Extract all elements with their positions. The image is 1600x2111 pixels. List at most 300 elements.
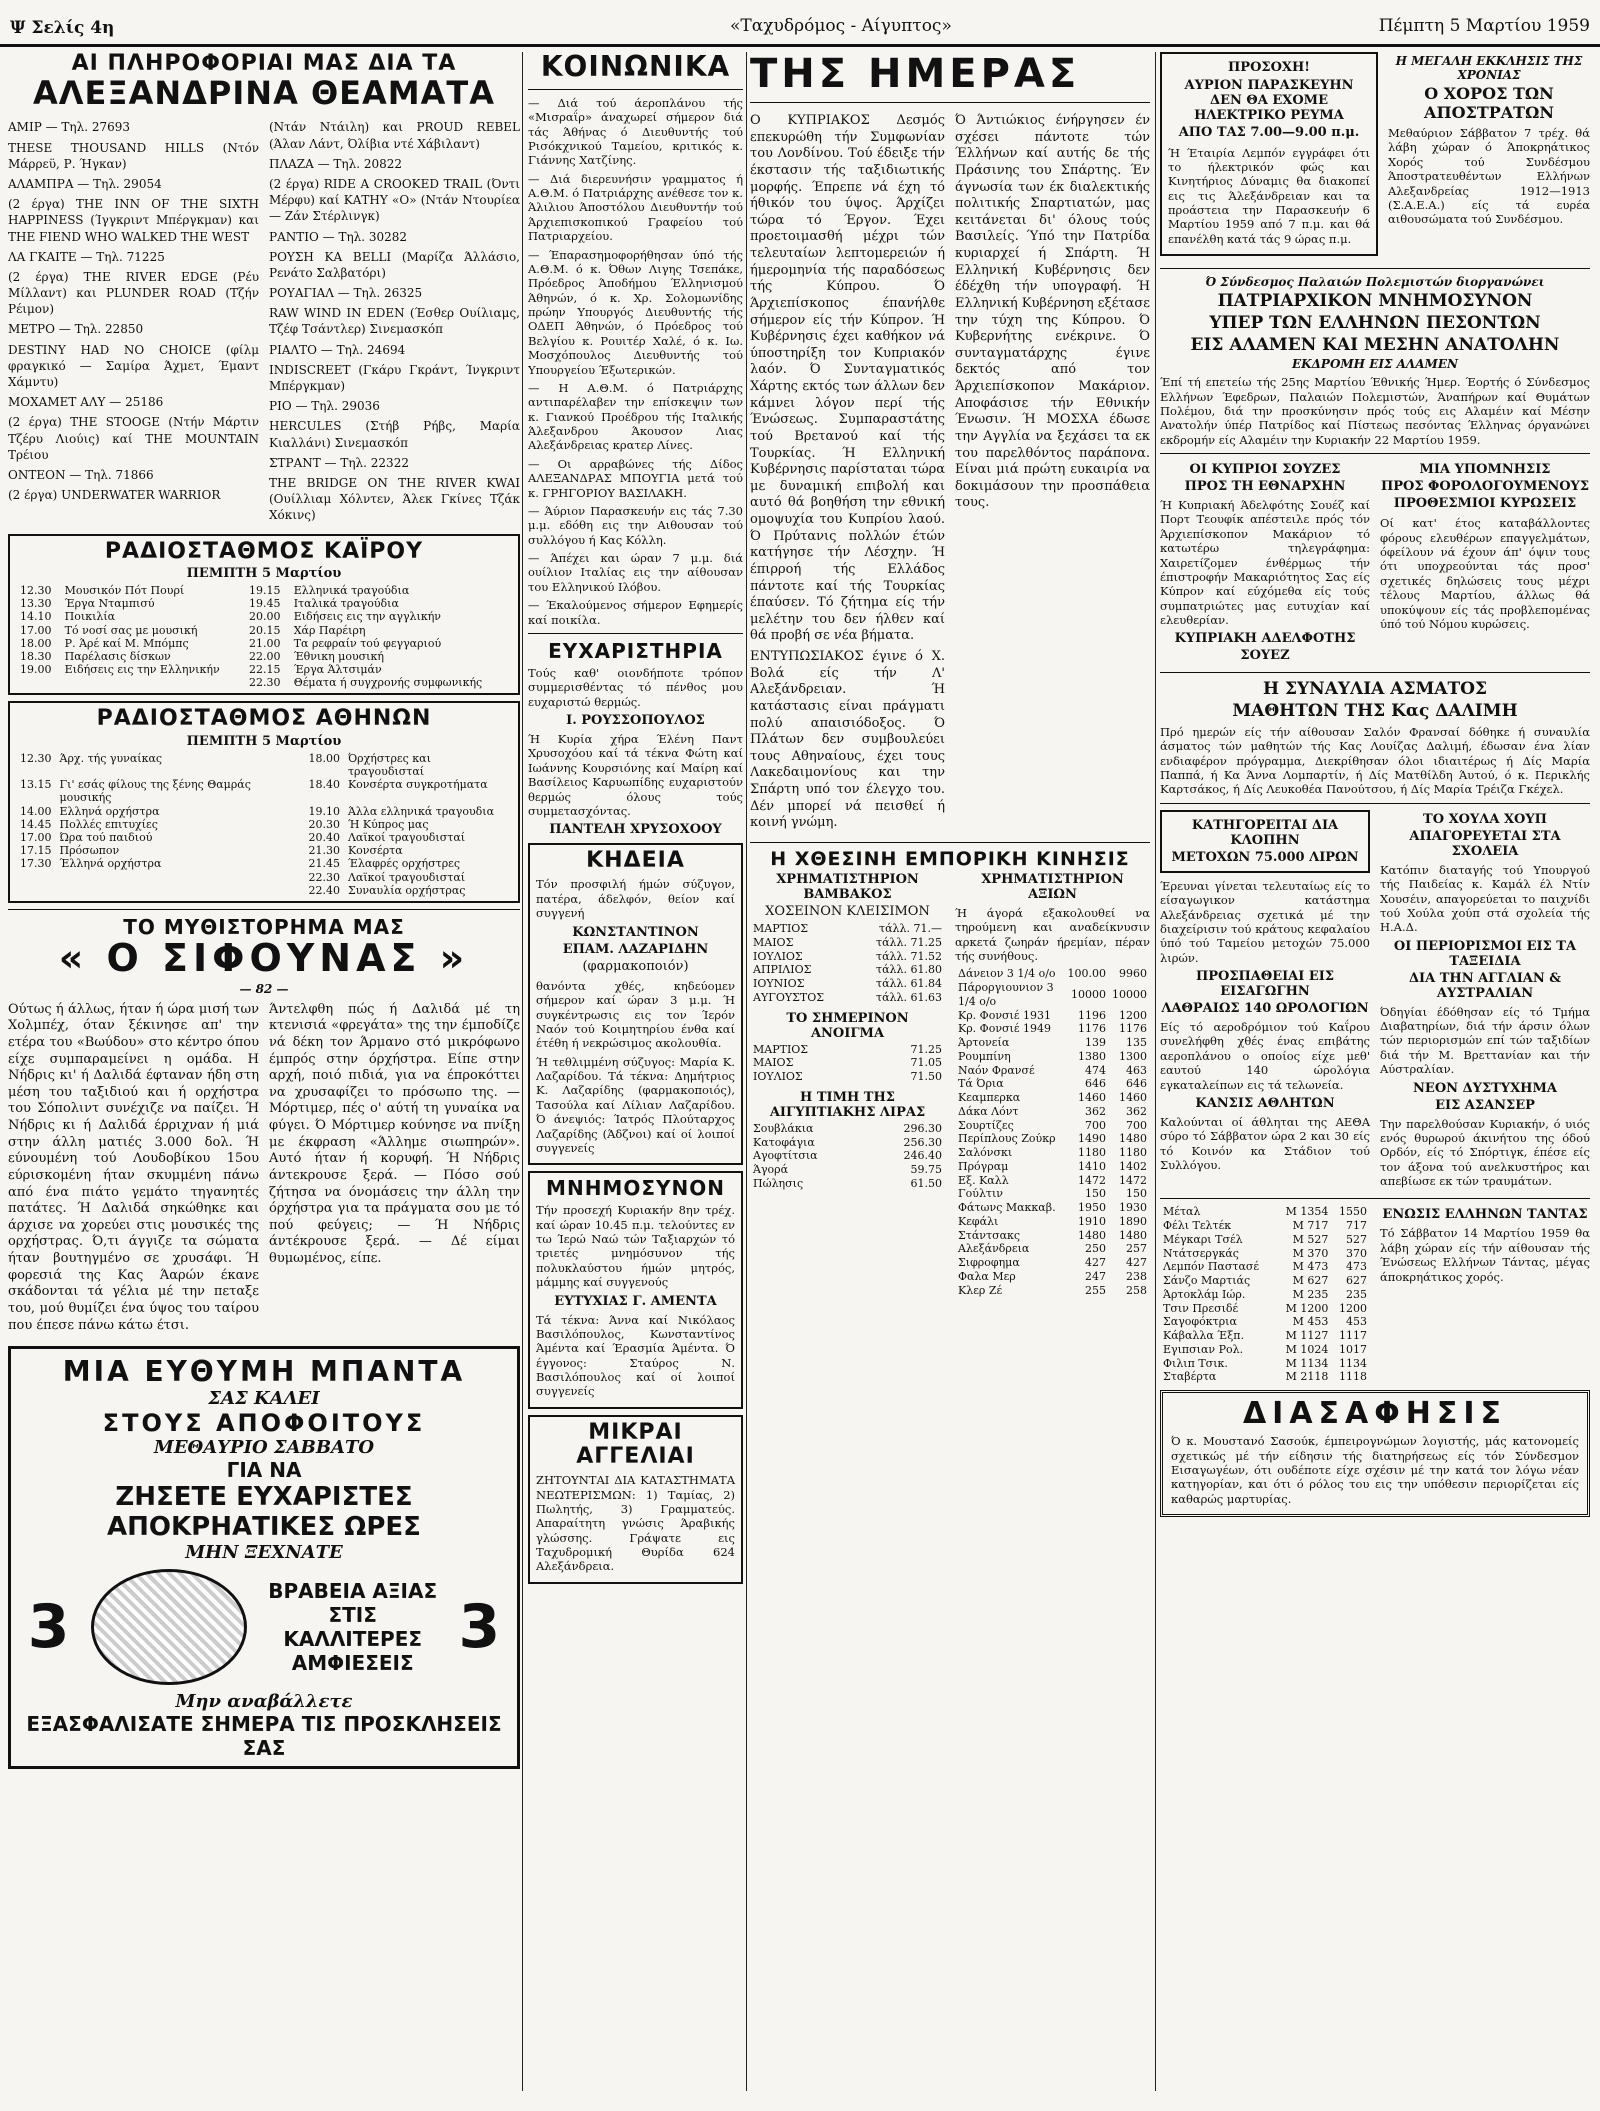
ad-live: ΖΗΣΕΤΕ ΕΥΧΑΡΙΣΤΕΣ: [115, 1482, 413, 1513]
ad-prize-count-left: 3: [27, 1592, 70, 1663]
table-cell: [16, 871, 56, 884]
table-cell: Ντάτσεργκάς: [1163, 1246, 1239, 1260]
memorial-name: ΕΥΤΥΧΙΑΣ Γ. ΑΜΕΝΤΑ: [554, 1293, 717, 1309]
cinema-listing: RAW WIND IN EDEN (Έσθερ Ουίλιαμς, Τζέφ Τσάντλερ) Σινεμασκόπ: [269, 306, 520, 337]
table-cell: Γούλτιν: [958, 1187, 1003, 1201]
price-row: [1160, 1370, 1370, 1384]
table-cell: 296.30: [903, 1121, 942, 1135]
table-cell: Τσιν Πρεσιδέ: [1163, 1301, 1239, 1315]
table-cell: 135: [1126, 1036, 1147, 1050]
price-row: [955, 1105, 1150, 1119]
radio-cairo-heading: ΡΑΔΙΟΣΤΑΘΜΟΣ ΚΑΪΡΟΥ: [104, 538, 424, 564]
table-cell: 150: [1126, 1187, 1147, 1201]
travel-heading-1: ΟΙ ΠΕΡΙΟΡΙΣΜΟΙ ΕΙΣ ΤΑ ΤΑΞΕΙΔΙΑ: [1393, 938, 1577, 969]
table-cell: Σαγοφόκτρια: [1163, 1315, 1237, 1329]
table-cell: Φέλι Τελτέκ: [1163, 1219, 1232, 1233]
stocks-heading: ΧΡΗΜΑΤΙΣΤΗΡΙΟΝ ΑΞΙΩΝ: [981, 871, 1124, 902]
table-cell: Κονσέρτα συγκροτήματα: [347, 778, 488, 792]
table-cell: Ελληνά ορχήστρα: [59, 804, 160, 818]
ad-footer-line1: Μην αναβάλλετε: [175, 1691, 353, 1713]
table-cell: 1410: [1078, 1159, 1106, 1173]
table-cell: Παρέλασις δίσκων: [64, 649, 171, 663]
table-cell: Άλλα ελληνικά τραγουδια: [347, 804, 495, 818]
table-cell: 22.30: [249, 676, 281, 690]
price-row: [750, 991, 945, 1005]
funeral-name1: ΚΩΝΣΤΑΝΤΙΝΟΝ: [572, 924, 699, 940]
table-cell: Μέγκαρι Τσέλ: [1163, 1232, 1243, 1246]
table-cell: 453: [1346, 1315, 1367, 1329]
table-cell: Ναόν Φρανσέ: [958, 1063, 1035, 1077]
price-row: [955, 1091, 1150, 1105]
table-cell: [56, 884, 305, 897]
table-cell: Θέματα ή συγχρονής συμφωνικής: [293, 676, 483, 690]
table-cell: 256.30: [903, 1135, 942, 1149]
price-row: [955, 981, 1150, 1009]
cinema-list-right: [269, 115, 520, 527]
table-cell: 473: [1346, 1260, 1367, 1274]
table-cell: [16, 676, 61, 689]
table-cell: 18.00: [20, 636, 52, 650]
price-row: [955, 1064, 1150, 1078]
price-row: [955, 1174, 1150, 1188]
table-cell: Περίπλους Ζούκρ: [958, 1132, 1056, 1146]
table-cell: Μ 1127: [1285, 1329, 1329, 1343]
radio-athens-box: [8, 701, 520, 903]
price-row: [750, 1149, 945, 1163]
table-cell: 1950: [1078, 1201, 1106, 1215]
table-cell: τάλλ. 61.63: [876, 990, 942, 1004]
memorial-family: Τά τέκνα: Άννα καί Νικόλαος Βασιλόπουλος, Κωνσταντίνος Άμέντα καί Έρασμία Άμέντα. Ό έγγονος: Σταύρος Ν. Βασιλόπουλος καί οί λοιποί συγγενείς: [536, 1312, 735, 1399]
table-cell: τάλλ. 61.84: [876, 977, 942, 991]
classifieds-box: [528, 1415, 743, 1584]
funeral-intro: Τόν προσφιλή ήμών σύζυγον, πατέρα, άδελφόν, θείον καί συγγενή: [536, 877, 735, 921]
cinema-listing: (2 έργα) THE STOOGE (Ντήν Μάρτιν Τζέρυ Λιούις) καί THE MOUNTAIN Τρέιου: [8, 415, 259, 462]
table-cell: Πώλησις: [753, 1176, 804, 1190]
hula-heading-1: ΤΟ ΧΟΥΛΑ ΧΟΥΠ: [1423, 811, 1547, 827]
table-cell: 9960: [1119, 967, 1147, 981]
section-rule: [1160, 672, 1590, 673]
table-cell: 19.00: [20, 663, 52, 677]
cinema-listing: ΠΛΑΖΑ — Τηλ. 20822: [269, 156, 403, 171]
classifieds-heading: ΜΙΚΡΑΙ ΑΓΓΕΛΙΑΙ: [576, 1419, 695, 1470]
table-cell: Ή Κύπρος μας: [347, 817, 429, 831]
tax-text: Οί κατ' έτος καταβάλλοντες φόρους ελευθέρων επαγγελμάτων, όφείλουν νά έχουν άπ' όψιν τους ότι υποχρεούνται τάς προσ' σχετικές δηλώσεις τους μέχρι τέλους Μαρτίου, άλλως θά υποκύψουν είς τάς προβλεπομένας ύπό τού Νόμου κυρώσεις.: [1380, 516, 1590, 631]
cinema-listing: ΛΑ ΓΚΑΙΤΕ — Τηλ. 71225: [8, 249, 165, 264]
schedule-row: [16, 857, 512, 870]
price-row: [750, 1070, 945, 1084]
price-row: [955, 1256, 1150, 1270]
ad-prize-count-right: 3: [458, 1592, 501, 1663]
table-cell: 1117: [1339, 1329, 1367, 1343]
table-cell: Σταβέρτα: [1163, 1370, 1217, 1384]
price-row: [1160, 1357, 1370, 1371]
table-cell: Κλερ Ζέ: [958, 1283, 1003, 1297]
table-cell: 1480: [1119, 1228, 1147, 1242]
table-cell: 1118: [1339, 1370, 1367, 1384]
table-cell: 20.30: [308, 817, 340, 831]
memorial-heading-3: ΕΙΣ ΑΛΑΜΕΝ ΚΑΙ ΜΕΣΗΝ ΑΝΑΤΟΛΗΝ: [1190, 335, 1560, 356]
price-row: [750, 977, 945, 991]
radio-cairo-box: [8, 534, 520, 696]
table-cell: ΙΟΥΛΙΟΣ: [753, 1070, 803, 1084]
table-cell: 646: [1085, 1077, 1106, 1091]
theft-heading-2: ΜΕΤΟΧΩΝ 75.000 ΛΙΡΩΝ: [1171, 849, 1359, 865]
table-cell: 463: [1126, 1063, 1147, 1077]
table-cell: 362: [1085, 1104, 1106, 1118]
column-divider: [746, 52, 747, 2091]
classifieds-text: ΖΗΤΟΥΝΤΑΙ ΔΙΑ ΚΑΤΑΣΤΗΜΑΤΑ ΝΕΩΤΕΡΙΣΜΩΝ: 1) Ταμίας, 2) Πωλητής, 3) Γραμματεύς. Απαραίτητη γνώσις Άραβικής γλώσσης. Γράψατε εις Ταχυδρομική Θυρίδα 624 Αλεξάνδρεια.: [536, 1473, 735, 1574]
novel-text-left: Ούτως ή άλλως, ήταν ή ώρα μισή των Χολμπέχ, όταν ξέκινησε απ' την ετέρα του «Βωύδου» στο κέντρο όπου είχε συμπαραμείνει η ομάδα. Η Νήδρις κι' ή Δαλιδά έφταναν ήδη στη μέση του ταξιδιού και ή ορχήστρα του Σόπολιντ συνέχιζε να παίζει. Ή Νήδρις κι ή Δαλιδά έρριχναν ή μιά στην άλλη ματιές 3.000 δολ. Ή εύνουμένη τού Λουδοβίκου 15ου εύρισκομένη ήταν σκυμμένη πάνω από ένα πιάτο γεμάτο τηγανητές πατάτες. Ή Δαλιδά σηκώθηκε και άρχισε να χορεύει στις μουσικές της ορχήστρας. Ό,τι άγγιζε τα σώματα ήταν βουτηγμένο σε χρυσάφι. Ή φορεσιά της Κας Άαρών έκανε σκάδονται τά γέλια μέ την πεταξε του, μού θυμίζει ένα ύψος του ταίρου που έπεσε πάνω κάτω έτσι.: [8, 1001, 259, 1333]
table-cell: 18.30: [20, 649, 52, 663]
cinema-listing: ΟΝΤΕΟΝ — Τηλ. 71866: [8, 467, 154, 482]
of-the-day-right: Ό Άντιώκιος ένήργησεν έν σχέσει πάντοτε τών Έλλήνων καί αυτής δε τής Πράσινης του Σπάρτης. Έν άγνωσία των έκ διαλεκτικής πολιτικής Σπαρτιατών, μας κειτάνεται δι' όλους τούς Βασιλείς. Ύπό την Πατρίδα κυριαρχεί ή Σπάρτη. Ή Ελληνική Κυβέρνησις δεν έδέχθη τήν υπογραφή. Ή Ελληνική Κυβέρνηση εξέτασε την τύχη της Κύπρου. Ό Κυβερνήτης ενέκρινε. Ό συνταγματάρχης έγινε δεκτός από τον Άρχιεπίσκοπον Μακάριον. Αποφάσισε τήν Εθνικήν Ένωσιν. Ή ΜΟΣΧΑ έδωσε την Αγγλία να ξεχάσει τα εκ του παρελθόντος παράπονα. Είναι μιά πρώτη ευκαιρία να δοκιμάσουν την προσπάθεια τους.: [955, 113, 1150, 511]
cinema-listing: ΡΟΥΣΗ ΚΑ ΒΕLLI (Μαρίζα Άλλάσιο, Ρενάτο Σαλβατόρι): [269, 249, 520, 280]
memorial-subheading: ΕΚΔΡΟΜΗ ΕΙΣ ΑΛΑΜΕΝ: [1292, 357, 1458, 372]
memorial-heading: ΜΝΗΜΟΣΥΝΟΝ: [546, 1176, 725, 1201]
cinema-listing: INDISCREET (Γκάρυ Γκράντ, Ίνγκριντ Μπέργκμαν): [269, 362, 520, 393]
table-cell: 1200: [1339, 1301, 1367, 1315]
business-heading: Η ΧΘΕΣΙΝΗ ΕΜΠΟΡΙΚΗ ΚΙΝΗΣΙΣ: [770, 847, 1130, 870]
notice-heading: ΑΥΡΙΟΝ ΠΑΡΑΣΚΕΥΗΝ ΔΕΝ ΘΑ ΕΧΟΜΕ ΗΛΕΚΤΡΙΚΟ ΡΕΥΜΑ: [1184, 78, 1354, 124]
social-heading: ΚΟΙΝΩΝΙΚΑ: [540, 52, 731, 83]
radio-athens-schedule: [16, 752, 512, 897]
section-rule: [1160, 268, 1590, 269]
cinema-listing: THESE THOUSAND HILLS (Ντόν Μάρρεϋ, Ρ. Ήγκαν): [8, 140, 259, 171]
table-cell: Μ 1200: [1285, 1301, 1329, 1315]
masthead-rule: [0, 44, 1600, 47]
choir-text: Πρό ημερών είς τήν αίθουσαν Σαλόν Φρανσαί δόθηκε ή συναυλία άσματος τών μαθητών τής Κας Λουίζας Δαλιμή, έδωσαν ένα λίαν ενδιαφέρον πρόγραμμα, Διεκρίθησαν όλοι ιδιαιτέρως ή Δίς Μαρία Παππά, ή Κα Άννα Λομπαρτίν, ή Δίς Ματθίλδη Άυτού, ό κ. Περικλής Καρτσάκος, ή Δίς Λευκοθέα Πανούτσου, ή Δίς Μαρία Τρέιζα Γκέχελ.: [1160, 724, 1590, 797]
table-cell: 59.75: [910, 1163, 942, 1177]
table-cell: 1460: [1078, 1091, 1106, 1105]
church-heading: Ο ΧΟΡΟΣ ΤΩΝ ΑΠΟΣΤΡΑΤΩΝ: [1424, 84, 1554, 122]
table-cell: ΑΥΓΟΥΣΤΟΣ: [753, 990, 825, 1004]
price-row: [955, 1132, 1150, 1146]
price-row: [750, 1043, 945, 1057]
cyprus-signature: ΚΥΠΡΙΑΚΗ ΑΔΕΛΦΟΤΗΣ ΣΟΥΕΖ: [1174, 631, 1356, 663]
cyprus-heading-2: ΠΡΟΣ ΤΗ ΕΘΝΑΡΧΗΝ: [1184, 479, 1346, 494]
table-cell: Ρ. Άρέ καί Μ. Μπόμπς: [64, 636, 189, 650]
price-row: [1160, 1219, 1370, 1233]
schedule-row: [16, 884, 512, 897]
table-cell: 250: [1085, 1242, 1106, 1256]
table-cell: Ελληνικά τραγούδια: [293, 583, 410, 597]
cinema-listing: (2 έργα) THE RIVER EDGE (Ρέυ Μίλλαντ) και PLUNDER ROAD (Τζήν Ρέιμον): [8, 269, 259, 317]
column-divider: [1155, 52, 1156, 2091]
table-cell: ΑΠΡΙΛΙΟΣ: [753, 963, 812, 977]
cinema-listing: (2 έργα) RIDE A CROOKED TRAIL (Όντι Μέρφυ) καί ΚΑΤΗΥ «Ο» (Ντάν Ντουρίεα — Ζάν Στέρλινγκ): [269, 176, 520, 224]
accident-heading-1: ΝΕΟΝ ΔΥΣΤΥΧΗΜΑ: [1413, 1080, 1557, 1096]
table-cell: 1017: [1339, 1342, 1367, 1356]
accident-text: Την παρελθούσαν Κυριακήν, ό υιός ενός θυρωρού άκινήτου της όδού Ορδόν, είς τό Σπόρτιγκ, έπέσε είς τον άξονα τού ανελκυστήρος και απεβίωσε εκ τών τραυμάτων.: [1380, 1116, 1590, 1188]
social-item: — Διά τού άεροπλάνου τής «Μισραΐρ» άναχωρεί σήμερον διά τάς Άθήνας ό Διευθυντής τού Ρισόκχνικού Ταμείου, κριτικός κ. Γιάννης Χατζίνης.: [528, 95, 743, 168]
schedule-row: [16, 584, 512, 597]
schedule-row: [16, 663, 512, 676]
ad-prize-line4: ΑΜΦΙΕΣΕΙΣ: [291, 1651, 414, 1676]
table-cell: 100.00: [1067, 967, 1106, 981]
memorial-box: [528, 1171, 743, 1409]
section-rule: [750, 842, 1150, 843]
table-cell: Μ 453: [1292, 1315, 1329, 1329]
table-cell: 1460: [1119, 1091, 1147, 1105]
thanks-text: Τούς καθ' οιονδήποτε τρόπον συμμερισθέντας τό πένθος μου ευχαριστώ θερμώς.: [528, 665, 743, 709]
table-cell: Άρτονεία: [958, 1036, 1010, 1050]
price-row: [955, 1201, 1150, 1215]
table-cell: Μ 2118: [1285, 1370, 1329, 1384]
table-cell: Κονσέρτα: [347, 844, 403, 858]
page-number: Ψ Σελίς 4η: [10, 18, 115, 38]
novel-part: — 82 —: [239, 981, 289, 996]
table-cell: Μ 627: [1292, 1274, 1329, 1288]
social-item: — Οι αρραβώνες τής Δίδος ΑΛΕΞΑΝΔΡΑΣ ΜΠΟΥΓΙΑ μετά τού κ. ΓΡΗΓΟΡΙΟΥ ΒΑΣΙΛΑΚΗ.: [528, 456, 743, 500]
section-rule: [528, 633, 743, 634]
table-cell: Έργα Νταμπισύ: [64, 597, 155, 611]
share-prices-table: [1160, 1205, 1370, 1384]
table-cell: 13.30: [20, 597, 52, 611]
travel-heading-2: ΔΙΑ ΤΗΝ ΑΓΓΛΙΑΝ & ΑΥΣΤΡΑΛΙΑΝ: [1408, 970, 1562, 1001]
table-cell: 627: [1346, 1274, 1367, 1288]
price-row: [955, 1229, 1150, 1243]
table-cell: 71.05: [910, 1056, 942, 1070]
section-rule: [8, 909, 520, 910]
table-cell: Κατοφάγια: [753, 1135, 815, 1149]
table-cell: ΜΑΙΟΣ: [753, 1056, 794, 1070]
social-item: — Διά διερευνήσιν γραμματος ή Α.Θ.Μ. ό Πατριάρχης ανέθεσε τον κ. Άλιλιου Άποστόλου Διευθυντήν τού Άρχιεπισκοπικού Γραφείου τού Πατριαρχείου.: [528, 171, 743, 244]
table-cell: 700: [1085, 1118, 1106, 1132]
novel-text: [8, 998, 520, 1339]
table-cell: Έργα Άλτσιμάν: [293, 663, 382, 677]
table-cell: 17.30: [20, 857, 52, 871]
notice-hours: ΑΠΟ ΤΑΣ 7.00—9.00 π.μ.: [1178, 125, 1360, 141]
table-cell: [56, 871, 305, 884]
cinema-listing: ΜΟΧΑΜΕΤ ΑΛΥ — 25186: [8, 395, 164, 410]
church-text: Μεθαύριον Σάββατον 7 τρέχ. θά λάβη χώραν ό Άποκρηάτικος Χορός τού Συνδέσμου Άποστρατευθέντων Ελλήνων Αλεξανδρείας 1912—1913 (Σ.Α.Ε.Α.) είς τά ευρέα αιθουσώματα τού Συνδέσμου.: [1388, 126, 1590, 227]
table-cell: Μ 1354: [1285, 1205, 1329, 1219]
table-cell: 17.00: [20, 831, 52, 844]
price-row: [750, 1122, 945, 1136]
cotton-subheading: ΧΟΣΕΙΝΟΝ ΚΛΕΙΣΙΜΟΝ: [765, 903, 930, 919]
cinema-listing: ΡΟΥΑΓΙΑΛ — Τηλ. 26325: [269, 286, 423, 301]
price-row: [750, 1136, 945, 1150]
tax-subheading: ΠΡΟΘΕΣΜΙΟΙ ΚΥΡΩΣΕΙΣ: [1393, 496, 1577, 511]
table-cell: 22.15: [249, 663, 281, 677]
table-cell: Αγοφτίτσια: [753, 1149, 818, 1163]
table-cell: 20.00: [249, 610, 281, 624]
thanks2-signature: ΠΑΝΤΕΛΗ ΧΡΥΣΟΧΟΟΥ: [549, 822, 722, 838]
table-cell: [61, 676, 245, 689]
table-cell: Σαλόνσκι: [958, 1146, 1013, 1160]
table-cell: Μ 1134: [1285, 1356, 1329, 1370]
price-row: [1160, 1302, 1370, 1316]
table-cell: 61.50: [910, 1176, 942, 1190]
price-row: [1160, 1205, 1370, 1219]
table-cell: Ειδήσεις εις την Ελληνικήν: [64, 663, 220, 677]
table-cell: 18.00: [308, 751, 340, 765]
table-cell: τάλλ. 61.80: [876, 963, 942, 977]
table-cell: 1490: [1078, 1132, 1106, 1146]
price-row: [1160, 1247, 1370, 1261]
table-cell: 21.30: [308, 844, 340, 858]
table-cell: 14.00: [20, 804, 52, 818]
price-row: [955, 1119, 1150, 1133]
cinema-listing: ΡΑΝΤΙΟ — Τηλ. 30282: [269, 229, 408, 244]
travel-text: Όδηγίαι έδόθησαν είς τό Τμήμα Διαβατηρίων, διά τήν άρσιν όλων τών περιορισμών επί τών ταξιδίων διά τήν Μ. Βρεττανίαν και τήν Αύστραλίαν.: [1380, 1004, 1590, 1077]
table-cell: τάλλ. 71.—: [879, 922, 942, 936]
table-cell: Μ 717: [1292, 1219, 1329, 1233]
price-row: [955, 1160, 1150, 1174]
social-item: — Έκαλούμενος σήμερον Εφημερίς καί ποικίλα.: [528, 598, 743, 627]
funeral-box: [528, 843, 743, 1165]
table-cell: Κεαμπερκα: [958, 1091, 1021, 1105]
schedule-row: [16, 818, 512, 831]
price-row: [750, 922, 945, 936]
table-cell: 700: [1126, 1118, 1147, 1132]
table-cell: Ιταλικά τραγούδια: [293, 597, 399, 611]
clarification-box: [1160, 1390, 1590, 1517]
price-row: [955, 967, 1150, 981]
table-cell: Πρόγραμ: [958, 1159, 1009, 1173]
table-cell: 474: [1085, 1063, 1106, 1077]
table-cell: 1300: [1119, 1049, 1147, 1063]
price-row: [955, 1077, 1150, 1091]
price-row: [750, 1177, 945, 1191]
schedule-row: [16, 624, 512, 637]
schedule-row: [16, 676, 512, 689]
table-cell: Άγορά: [753, 1163, 789, 1177]
price-row: [955, 1187, 1150, 1201]
table-cell: 370: [1346, 1246, 1367, 1260]
drum-icon: [91, 1569, 247, 1685]
smuggling-heading-1: ΠΡΟΣΠΑΘΕΙΑΙ ΕΙΣ ΕΙΣΑΓΩΓΗΝ: [1195, 969, 1335, 999]
price-row: [750, 1056, 945, 1070]
table-cell: 1480: [1078, 1228, 1106, 1242]
price-row: [750, 936, 945, 950]
price-row: [955, 1022, 1150, 1036]
masthead: [0, 8, 1600, 36]
column-entertainment: [8, 52, 520, 2091]
funeral-profession: (φαρμακοποιόν): [582, 958, 689, 974]
table-cell: Έθνικη μουσική: [293, 649, 384, 663]
price-row: [955, 1284, 1150, 1298]
column-news: [1160, 52, 1590, 2091]
schedule-row: [16, 597, 512, 610]
table-cell: Κάβαλλα Έξπ.: [1163, 1329, 1244, 1343]
table-cell: 13.15: [20, 778, 52, 792]
schedule-row: [16, 650, 512, 663]
hula-heading-2: ΑΠΑΓΟΡΕΥΕΤΑΙ ΣΤΑ ΣΧΟΛΕΙΑ: [1409, 828, 1561, 859]
table-cell: Σιφροφημα: [958, 1256, 1020, 1270]
bottom-news: [1160, 1205, 1590, 1384]
cinema-listing: ΡΙΑΛΤΟ — Τηλ. 24694: [269, 342, 406, 357]
ad-invite: ΣΑΣ ΚΑΛΕΙ: [208, 1388, 320, 1410]
notice-text: Ή Έταιρία Λεμπόν εγγράφει ότι το ήλεκτρικόν φώς και Κινητήριος Δύναμις θα διακοπεί εις τις Άλεξάνδρειαν και τα προάστεια την Παρασκευήν 6 Μαρτίου 1959 από 7 π.μ. και θά επανέλθη κατά τάς 9 ώρας π.μ.: [1168, 145, 1370, 246]
choir-heading-1: Η ΣΥΝΑΥΛΙΑ ΑΣΜΑΤΟΣ: [1263, 678, 1487, 699]
table-cell: Λεμπόν Παστασέ: [1163, 1260, 1260, 1274]
table-cell: Σουβλάκια: [753, 1121, 814, 1135]
schedule-row: [16, 610, 512, 623]
section-rule: [1160, 1198, 1590, 1199]
table-cell: 12.30: [20, 583, 52, 597]
table-cell: Ρουμπίνη: [958, 1049, 1011, 1063]
table-cell: 10000: [1071, 987, 1106, 1001]
alamein-text: Έπί τή επετείω τής 25ης Μαρτίου Έθνικής Ήμερ. Έορτής ό Σύνδεσμος Ελλήνων Έφεδρων, Παλαιών Πολεμιστών, Άναπήρων καί Θυμάτων Πολέμου, διά την προσκύνησιν πρός τούς εις Αλαμέιν καί Μέσην Ανατολήν ύπέρ Πατρίδος καί Πίστεως πεσόντας Έλληνας όργανώνει εκδρομήν είς Αλαμέιν την Κυριακήν 22 Μαρτίου 1959.: [1160, 375, 1590, 447]
notice-label: ΠΡΟΣΟΧΗ!: [1228, 60, 1310, 75]
cinema-listing: ΑΜΙΡ — Τηλ. 27693: [8, 120, 130, 135]
table-cell: 258: [1126, 1283, 1147, 1297]
ad-audience: ΣΤΟΥΣ ΑΠΟΦΟΙΤΟΥΣ: [102, 1409, 426, 1438]
schedule-row: [16, 844, 512, 857]
price-row: [955, 1215, 1150, 1229]
funeral-name2: ΕΠΑΜ. ΛΑΖΑΡΙΔΗΝ: [562, 941, 709, 957]
radio-athens-date: ΠΕΜΠΤΗ 5 Μαρτίου: [186, 733, 342, 749]
table-cell: Φιλιπ Τσικ.: [1163, 1356, 1228, 1370]
table-cell: Σάνζο Μαρτιάς: [1163, 1274, 1251, 1288]
accident-heading-2: ΕΙΣ ΑΣΑΝΣΕΡ: [1435, 1097, 1535, 1113]
price-row: [1160, 1233, 1370, 1247]
funeral-heading: ΚΗΔΕΙΑ: [586, 848, 685, 874]
smuggling-heading-2: ΛΑΘΡΑΙΩΣ 140 ΩΡΟΛΟΓΙΩΝ: [1161, 1001, 1369, 1016]
theatres-heading: ΑΙ ΠΛΗΡΟΦΟΡΙΑΙ ΜΑΣ ΔΙΑ ΤΑ: [71, 52, 457, 76]
table-cell: Αλεξάνδρεια: [958, 1242, 1030, 1256]
table-cell: Άρχ. τής γυναίκας: [59, 751, 163, 765]
table-cell: 20.40: [308, 831, 340, 844]
table-cell: Λαϊκοί τραγουδισταί: [347, 831, 466, 844]
table-cell: Κεφάλι: [958, 1214, 999, 1228]
table-cell: Εξ. Καλλ: [958, 1173, 1009, 1187]
price-row: [955, 1270, 1150, 1284]
table-cell: 1930: [1119, 1201, 1147, 1215]
table-cell: 18.40: [308, 778, 340, 792]
novel-title: « Ο ΣΙΦΟΥΝΑΣ »: [58, 935, 470, 980]
table-cell: Δάνειον 3 1/4 ο/ο: [958, 967, 1056, 981]
mid-news: [1160, 460, 1590, 666]
table-cell: 21.00: [249, 636, 281, 650]
table-cell: Κρ. Φονσιέ 1931: [958, 1008, 1052, 1022]
section-rule: [1160, 803, 1590, 804]
radio-cairo-date: ΠΕΜΠΤΗ 5 Μαρτίου: [186, 565, 342, 581]
price-row: [955, 1050, 1150, 1064]
ad-dont-forget: ΜΗΝ ΞΕΧΝΑΤΕ: [185, 1542, 343, 1564]
table-cell: ΙΟΥΝΙΟΣ: [753, 977, 805, 991]
lower-news: [1160, 810, 1590, 1193]
table-cell: 1910: [1078, 1214, 1106, 1228]
table-cell: 19.15: [249, 583, 281, 597]
table-cell: 1176: [1119, 1022, 1147, 1036]
table-cell: 362: [1126, 1104, 1147, 1118]
table-cell: Συναυλία ορχήστρας: [347, 883, 466, 897]
funeral-body: θανόντα χθές, κηδεύομεν σήμερον καί ώραν 3 μ.μ. Ή συγκέντρωσις εις τον Ίερόν Ναόν τού Κοιμητηρίου ένθα καί έτέθη ή νεκρώσιμος ακολουθία.: [536, 978, 735, 1051]
table-cell: ΜΑΙΟΣ: [753, 935, 794, 949]
table-cell: 139: [1085, 1036, 1106, 1050]
cinema-listing: ΡΙΟ — Τηλ. 29036: [269, 399, 380, 414]
novel-heading: ΤΟ ΜΥΘΙΣΤΟΡΗΜΑ ΜΑΣ: [123, 914, 405, 939]
ad-footer-line2: ΕΞΑΣΦΑΛΙΣΑΤΕ ΣΗΜΕΡΑ ΤΙΣ ΠΡΟΣΚΛΗΣΕΙΣ ΣΑΣ: [26, 1712, 502, 1761]
union-heading: ΕΝΩΣΙΣ ΕΛΛΗΝΩΝ ΤΑΝΤΑΣ: [1382, 1207, 1588, 1223]
stocks-text: Ή άγορά εξακολουθεί να τηρούμενη και αναδείκνυσιν αρκετά ζωηράν ήρεμίαν, πέραν τής συνήθους.: [955, 905, 1150, 963]
table-cell: 22.00: [249, 649, 281, 663]
table-cell: 71.25: [910, 1042, 942, 1056]
table-cell: 1196: [1078, 1008, 1106, 1022]
thanks-signature: Ι. ΡΟΥΣΣΟΠΟΥΛΟΣ: [566, 713, 705, 729]
table-cell: τάλλ. 71.25: [876, 935, 942, 949]
table-cell: Στάντσακς: [958, 1228, 1021, 1242]
church-kicker: Η ΜΕΓΑΛΗ ΕΚΚΛΗΣΙΣ ΤΗΣ ΧΡΟΝΙΑΣ: [1395, 54, 1583, 82]
table-cell: 19.45: [249, 597, 281, 611]
cinema-list-left: [8, 115, 259, 527]
union-text: Τό Σάββατον 14 Μαρτίου 1959 θα λάβη χώραν είς τήν αίθουσαν τής Ένώσεως Ελλήνων Τάντας, μέγας άποκρηάτικος χορός.: [1380, 1226, 1590, 1284]
price-row: [1160, 1343, 1370, 1357]
thanks-heading: ΕΥΧΑΡΙΣΤΗΡΙΑ: [548, 638, 723, 663]
table-cell: Φάτωνς Μακκαβ.: [958, 1201, 1056, 1215]
